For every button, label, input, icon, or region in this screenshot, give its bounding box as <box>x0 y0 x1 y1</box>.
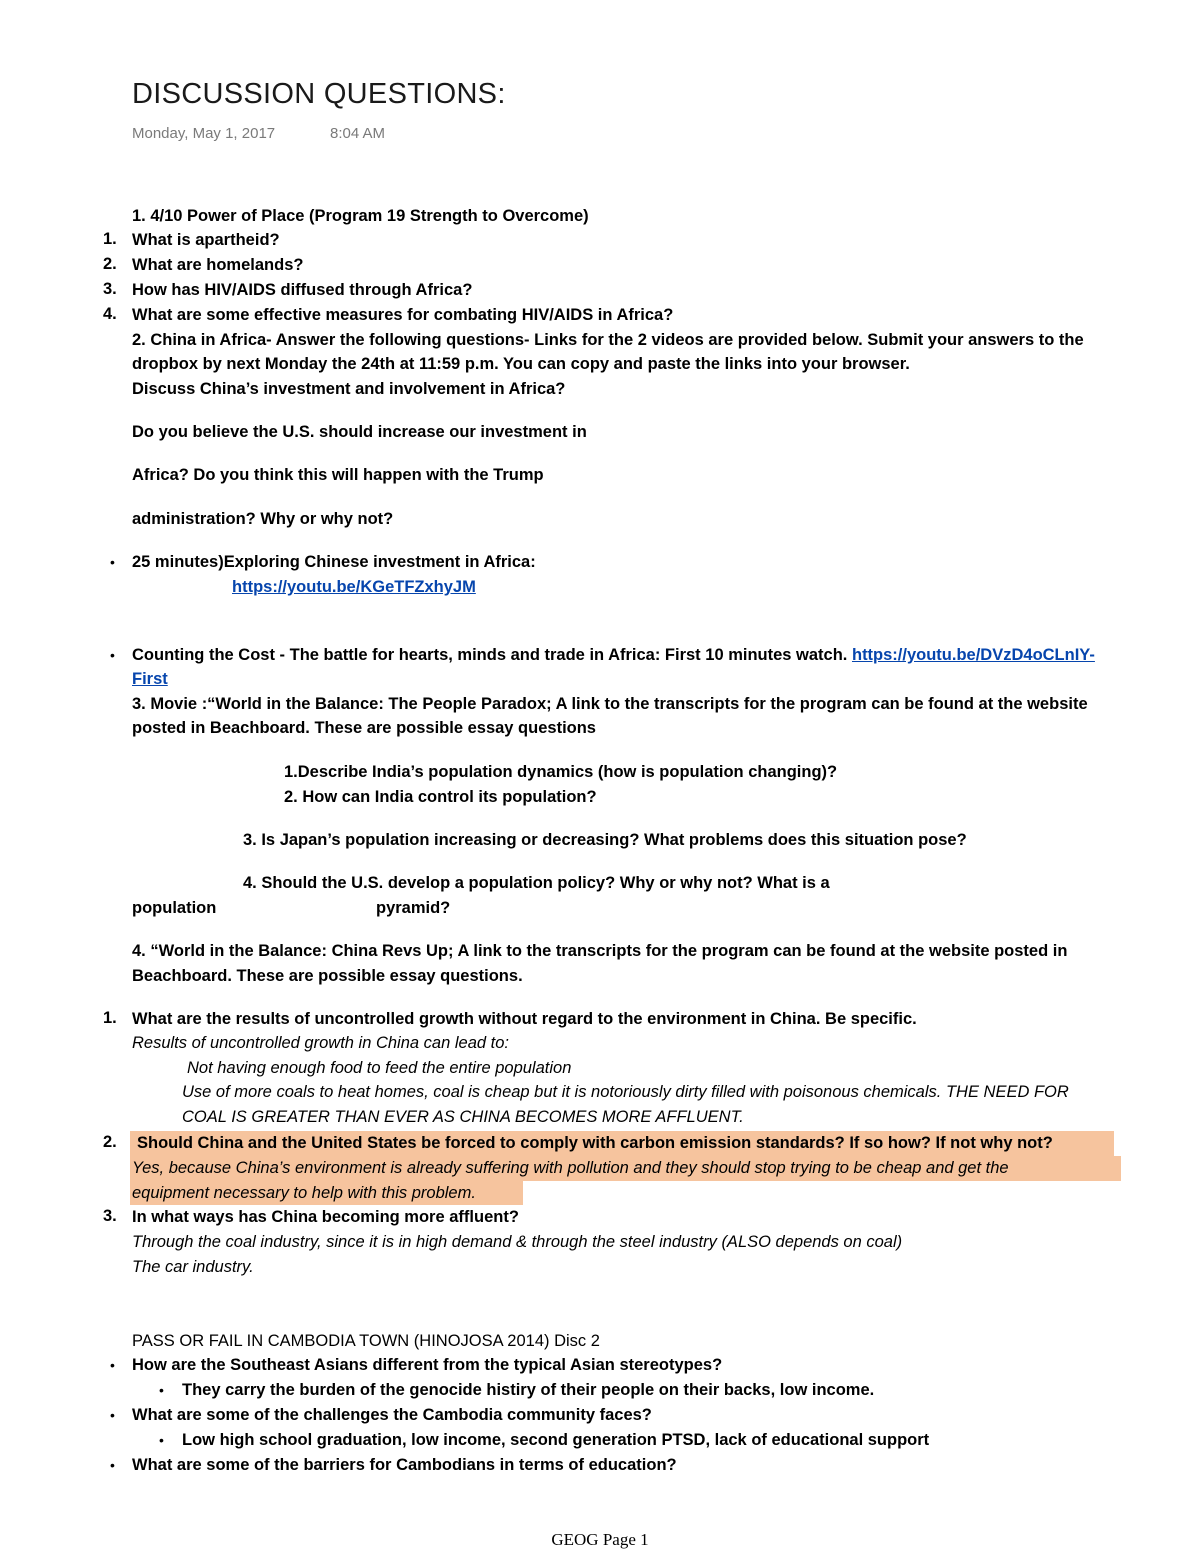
video2-link[interactable]: https://youtu.be/DVzD4oCLnIY- <box>851 646 1095 664</box>
bullet-icon: • <box>159 1432 164 1448</box>
video2-link-continued[interactable]: First <box>132 670 168 688</box>
section5-question: What are some of the challenges the Cambodia community faces? <box>132 1406 652 1424</box>
section2-question: Do you believe the U.S. should increase our investment in <box>132 423 587 441</box>
section1-item: What are some effective measures for combating HIV/AIDS in Africa? <box>132 306 674 324</box>
section3-question: 2. How can India control its population? <box>284 788 597 806</box>
section2-question: Discuss China’s investment and involvement in Africa? <box>132 380 566 398</box>
section3-question: population <box>132 899 217 917</box>
bullet-icon: • <box>110 554 115 570</box>
section5-heading: PASS OR FAIL IN CAMBODIA TOWN (HINOJOSA 2014) Disc 2 <box>132 1332 600 1350</box>
video2-description <box>132 644 1095 666</box>
section2-intro-line: 2. China in Africa- Answer the following questions- Links for the 2 videos are provided below. Submit your answers to the <box>132 331 1084 349</box>
section4-question: In what ways has China becoming more affluent? <box>132 1208 519 1226</box>
section4-answer-highlighted: Yes, because China’s environment is already suffering with pollution and they should stop trying to be cheap and get the <box>132 1159 1009 1177</box>
section4-answer: Not having enough food to feed the entire population <box>187 1059 572 1077</box>
section1-item-number: 4. <box>103 305 117 323</box>
section1-item: What are homelands? <box>132 256 304 274</box>
section3-intro-line: posted in Beachboard. These are possible essay questions <box>132 719 596 737</box>
video2-text: Counting the Cost - The battle for hearts, minds and trade in Africa: First 10 minutes watch. <box>132 646 852 664</box>
section2-question: Africa? Do you think this will happen with the Trump <box>132 466 544 484</box>
section3-question: 3. Is Japan’s population increasing or decreasing? What problems does this situation pose? <box>243 831 967 849</box>
section4-question-number: 3. <box>103 1207 117 1225</box>
bullet-icon: • <box>159 1382 164 1398</box>
section2-intro-line: dropbox by next Monday the 24th at 11:59 p.m. You can copy and paste the links into your browser. <box>132 355 910 373</box>
section1-item-number: 2. <box>103 255 117 273</box>
bullet-icon: • <box>110 1407 115 1423</box>
section5-answer: They carry the burden of the genocide histiry of their people on their backs, low income. <box>182 1381 875 1399</box>
page-date: Monday, May 1, 2017 <box>132 125 276 142</box>
section4-intro-line: 4. “World in the Balance: China Revs Up; A link to the transcripts for the program can be found at the website posted in <box>132 942 1068 960</box>
section2-question: administration? Why or why not? <box>132 510 394 528</box>
section1-heading: 1. 4/10 Power of Place (Program 19 Strength to Overcome) <box>132 207 589 225</box>
section5-question: What are some of the barriers for Cambodians in terms of education? <box>132 1456 677 1474</box>
bullet-icon: • <box>110 1457 115 1473</box>
page-time: 8:04 AM <box>330 125 386 142</box>
section4-answer: The car industry. <box>132 1258 254 1276</box>
section4-intro-line: Beachboard. These are possible essay questions. <box>132 967 523 985</box>
section1-item: How has HIV/AIDS diffused through Africa? <box>132 281 473 299</box>
section4-answer-highlighted: equipment necessary to help with this problem. <box>132 1184 476 1202</box>
bullet-icon: • <box>110 1357 115 1373</box>
bullet-icon: • <box>110 647 115 663</box>
page-title: DISCUSSION QUESTIONS: <box>132 78 506 110</box>
section4-answer: Through the coal industry, since it is in high demand & through the steel industry (ALSO depends on coal) <box>132 1233 903 1251</box>
video1-link[interactable]: https://youtu.be/KGeTFZxhyJM <box>232 578 476 596</box>
section4-question: What are the results of uncontrolled growth without regard to the environment in China. Be specific. <box>132 1010 917 1028</box>
section3-intro-line: 3. Movie :“World in the Balance: The People Paradox; A link to the transcripts for the program can be found at the website <box>132 695 1088 713</box>
section4-question-number: 1. <box>103 1009 117 1027</box>
page-footer: GEOG Page 1 <box>551 1530 649 1549</box>
section3-question: 1.Describe India’s population dynamics (how is population changing)? <box>284 763 838 781</box>
section4-answer: Use of more coals to heat homes, coal is cheap but it is notoriously dirty filled with poisonous chemicals. THE NEED FOR <box>182 1083 1069 1101</box>
section1-item-number: 3. <box>103 280 117 298</box>
section4-question-highlighted: Should China and the United States be forced to comply with carbon emission standards? If so how? If not why not? <box>137 1134 1053 1152</box>
section4-answer: COAL IS GREATER THAN EVER AS CHINA BECOMES MORE AFFLUENT. <box>182 1108 744 1126</box>
section3-question: 4. Should the U.S. develop a population policy? Why or why not? What is a <box>243 874 830 892</box>
section1-item-number: 1. <box>103 230 117 248</box>
video1-description: 25 minutes)Exploring Chinese investment in Africa: <box>132 553 536 571</box>
section4-answer: Results of uncontrolled growth in China can lead to: <box>132 1034 509 1052</box>
section4-question-number: 2. <box>103 1133 117 1151</box>
section5-question: How are the Southeast Asians different from the typical Asian stereotypes? <box>132 1356 723 1374</box>
section3-question: pyramid? <box>376 899 451 917</box>
section1-item: What is apartheid? <box>132 231 280 249</box>
section5-answer: Low high school graduation, low income, second generation PTSD, lack of educational support <box>182 1431 930 1449</box>
